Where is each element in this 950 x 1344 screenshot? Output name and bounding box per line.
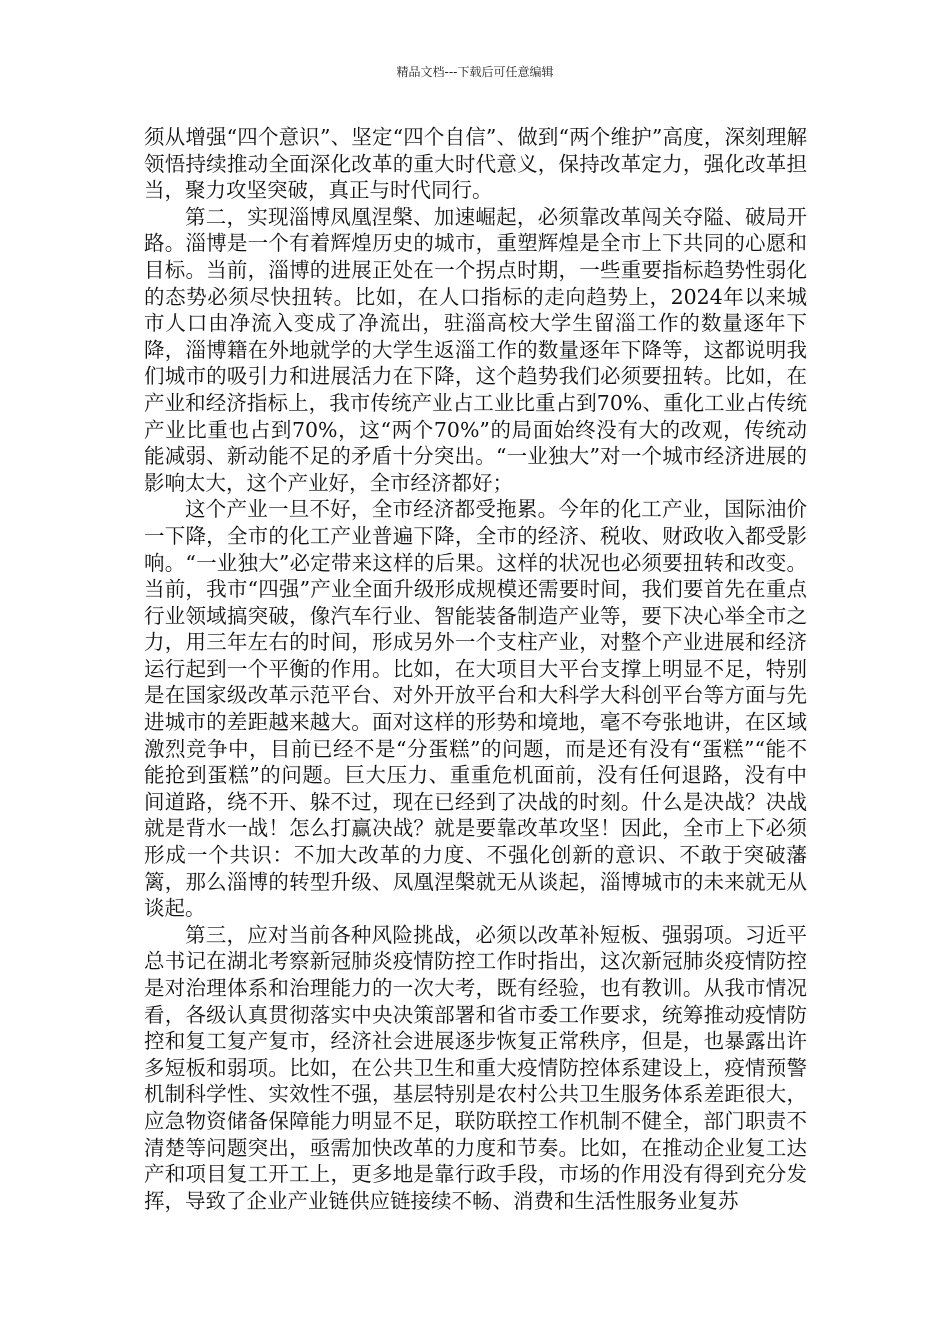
paragraph-4: 第三，应对当前各种风险挑战，必须以改革补短板、强弱项。习近平总书记在湖北考察新冠肺炎疫情防控工作时指出，这次新冠肺炎疫情防控是对治理体系和治理能力的一次大考，既有经验，也有教训。从我市情况看，各级认真贯彻落实中央决策部署和省市委工作要求，统筹推动疫情防控和复工复产复市，经济社会进展逐步恢复正常秩序，但是，也暴露出许多短板和弱项。比如，在公共卫生和重大疫情防控体系建设上，疫情预警机制科学性、实效性不强，基层特别是农村公共卫生服务体系差距很大，应急物资储备保障能力明显不足，联防联控工作机制不健全，部门职责不清楚等问题突出，亟需加快改革的力度和节奏。比如，在推动企业复工达产和项目复工开工上，更多地是靠行政手段，市场的作用没有得到充分发挥，导致了企业产业链供应链接续不畅、消费和生活性服务业复苏 — [144, 922, 807, 1213]
document-body — [144, 124, 807, 1214]
paragraph-2: 第二，实现淄博凤凰涅槃、加速崛起，必须靠改革闯关夺隘、破局开路。淄博是一个有着辉煌历史的城市，重塑辉煌是全市上下共同的心愿和目标。当前，淄博的进展正处在一个拐点时期，一些重要指标趋势性弱化的态势必须尽快扭转。比如，在人口指标的走向趋势上，2024年以来城市人口由净流入变成了净流出，驻淄高校大学生留淄工作的数量逐年下降，淄博籍在外地就学的大学生返淄工作的数量逐年下降等，这都说明我们城市的吸引力和进展活力在下降，这个趋势我们必须要扭转。比如，在产业和经济指标上，我市传统产业占工业比重占到70%、重化工业占传统产业比重也占到70%，这“两个70%”的局面始终没有大的改观，传统动能减弱、新动能不足的矛盾十分突出。“一业独大”对一个城市经济进展的影响太大，这个产业好，全市经济都好； — [144, 204, 807, 495]
paragraph-3: 这个产业一旦不好，全市经济都受拖累。今年的化工产业，国际油价一下降，全市的化工产业普遍下降，全市的经济、税收、财政收入都受影响。“一业独大”必定带来这样的后果。这样的状况也必须要扭转和改变。当前，我市“四强”产业全面升级形成规模还需要时间，我们要首先在重点行业领域搞突破，像汽车行业、智能装备制造产业等，要下决心举全市之力，用三年左右的时间，形成另外一个支柱产业，对整个产业进展和经济运行起到一个平衡的作用。比如，在大项目大平台支撑上明显不足，特别是在国家级改革示范平台、对外开放平台和大科学大科创平台等方面与先进城市的差距越来越大。面对这样的形势和境地，毫不夸张地讲，在区域激烈竞争中，目前已经不是“分蛋糕”的问题，而是还有没有“蛋糕”“能不能抢到蛋糕”的问题。巨大压力、重重危机面前，没有任何退路，没有中间道路，绕不开、躲不过，现在已经到了决战的时刻。什么是决战？决战就是背水一战！怎么打赢决战？就是要靠改革攻坚！因此，全市上下必须形成一个共识：不加大改革的力度、不强化创新的意识、不敢于突破藩篱，那么淄博的转型升级、凤凰涅槃就无从谈起，淄博城市的未来就无从谈起。 — [144, 497, 807, 921]
paragraph-1: 须从增强“四个意识”、坚定“四个自信”、做到“两个维护”高度，深刻理解领悟持续推动全面深化改革的重大时代意义，保持改革定力，强化改革担当，聚力攻坚突破，真正与时代同行。 — [144, 125, 807, 203]
page-header: 精品文档---下载后可任意编辑 — [396, 65, 554, 79]
